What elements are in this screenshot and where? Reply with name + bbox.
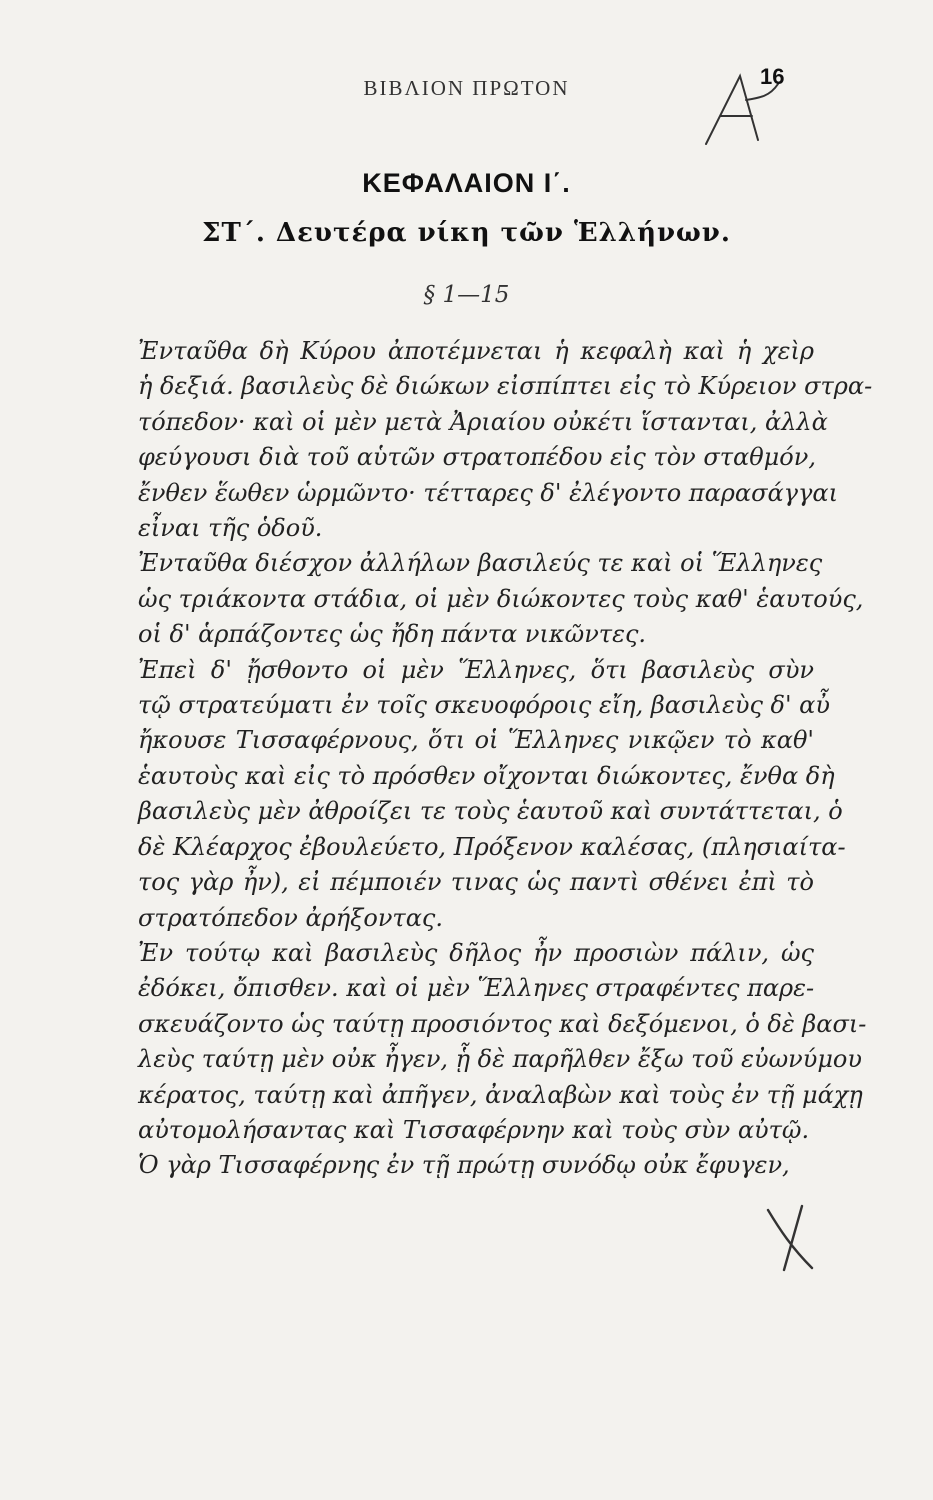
text-line: Ἐνταῦθα διέσχον ἀλλήλων βασιλεύς τε καὶ οἱ Ἕλληνες bbox=[138, 549, 823, 578]
text-line: ἤκουσε Τισσαφέρνους, ὅτι οἱ Ἕλληνες νικῷεν τὸ καθ' bbox=[138, 726, 814, 755]
chapter-subtitle: ΣΤ΄. Δευτέρα νίκη τῶν Ἑλλήνων. bbox=[202, 218, 731, 248]
paragraph bbox=[108, 334, 873, 546]
text-line: Ὁ γὰρ Τισσαφέρνης ἐν τῇ πρώτῃ συνόδῳ οὐκ ἔφυγεν, bbox=[138, 1151, 790, 1180]
text-line: Ἐνταῦθα δὴ Κύρου ἀποτέμνεται ἡ κεφαλὴ καὶ ἡ χεὶρ bbox=[138, 337, 814, 365]
text-line: τόπεδον· καὶ οἱ μὲν μετὰ Ἀριαίου οὐκέτι ἵστανται, ἀλλὰ bbox=[138, 407, 828, 436]
paragraph bbox=[108, 546, 864, 652]
text-line: ἡ δεξιά. βασιλεὺς δὲ διώκων εἰσπίπτει εἰς τὸ Κύρειον στρα- bbox=[138, 372, 873, 401]
text-line: βασιλεὺς μὲν ἀθροίζει τε τοὺς ἑαυτοῦ καὶ συντάττεται, ὁ bbox=[138, 797, 843, 826]
chapter-title: ΚΕΦΑΛΑΙΟΝ Ι΄. bbox=[362, 168, 571, 198]
text-line: στρατόπεδον ἀρήξοντας. bbox=[138, 903, 443, 932]
body-text bbox=[108, 334, 873, 1184]
paragraph bbox=[108, 1148, 814, 1183]
running-head: ΒΙΒΛΙΟΝ ΠΡΩΤΟΝ bbox=[363, 76, 570, 100]
text-line: ἑαυτοὺς καὶ εἰς τὸ πρόσθεν οἴχονται διώκοντες, ἔνθα δὴ bbox=[138, 761, 835, 790]
text-line: οἱ δ' ἁρπάζοντες ὡς ἤδη πάντα νικῶντες. bbox=[138, 620, 647, 649]
paragraph bbox=[108, 936, 867, 1148]
text-line: ἐδόκει, ὄπισθεν. καὶ οἱ μὲν Ἕλληνες στραφέντες παρε- bbox=[138, 974, 815, 1003]
text-line: Ἐπεὶ δ' ᾔσθοντο οἱ μὲν Ἕλληνες, ὅτι βασιλεὺς σὺν bbox=[138, 655, 814, 684]
text-line: αὐτομολήσαντας καὶ Τισσαφέρνην καὶ τοὺς σὺν αὐτῷ. bbox=[138, 1115, 810, 1144]
text-line: τος γὰρ ἦν), εἰ πέμποιέν τινας ὡς παντὶ σθένει ἐπὶ τὸ bbox=[138, 868, 814, 897]
paragraph bbox=[108, 653, 846, 936]
text-line: ἔνθεν ἕωθεν ὡρμῶντο· τέτταρες δ' ἐλέγοντο παρασάγγαι bbox=[138, 478, 838, 507]
text-line: κέρατος, ταύτῃ καὶ ἀπῆγεν, ἀναλαβὼν καὶ τοὺς ἐν τῇ μάχῃ bbox=[138, 1080, 863, 1109]
text-line: Ἐν τούτῳ καὶ βασιλεὺς δῆλος ἦν προσιὼν πάλιν, ὡς bbox=[138, 938, 814, 967]
text-line: λεὺς ταύτῃ μὲν οὐκ ἦγεν, ᾗ δὲ παρῆλθεν ἔξω τοῦ εὐωνύμου bbox=[138, 1045, 862, 1074]
text-line: δὲ Κλέαρχος ἐβουλεύετο, Πρόξενον καλέσας, (πλησιαίτα- bbox=[138, 832, 846, 861]
handwritten-cross-mark bbox=[762, 1202, 822, 1272]
text-line: εἶναι τῆς ὁδοῦ. bbox=[138, 514, 323, 543]
text-line: φεύγουσι διὰ τοῦ αὑτῶν στρατοπέδου εἰς τὸν σταθμόν, bbox=[138, 443, 816, 472]
text-line: ὡς τριάκοντα στάδια, οἱ μὲν διώκοντες τοὺς καθ' ἑαυτούς, bbox=[138, 584, 864, 613]
section-reference: § 1—15 bbox=[423, 282, 510, 308]
text-line: τῷ στρατεύματι ἐν τοῖς σκευοφόροις εἴη, βασιλεὺς δ' αὖ bbox=[138, 691, 830, 720]
text-line: σκευάζοντο ὡς ταύτῃ προσιόντος καὶ δεξόμενοι, ὁ δὲ βασι- bbox=[138, 1009, 867, 1038]
page-number-mark: 16 bbox=[760, 64, 785, 89]
